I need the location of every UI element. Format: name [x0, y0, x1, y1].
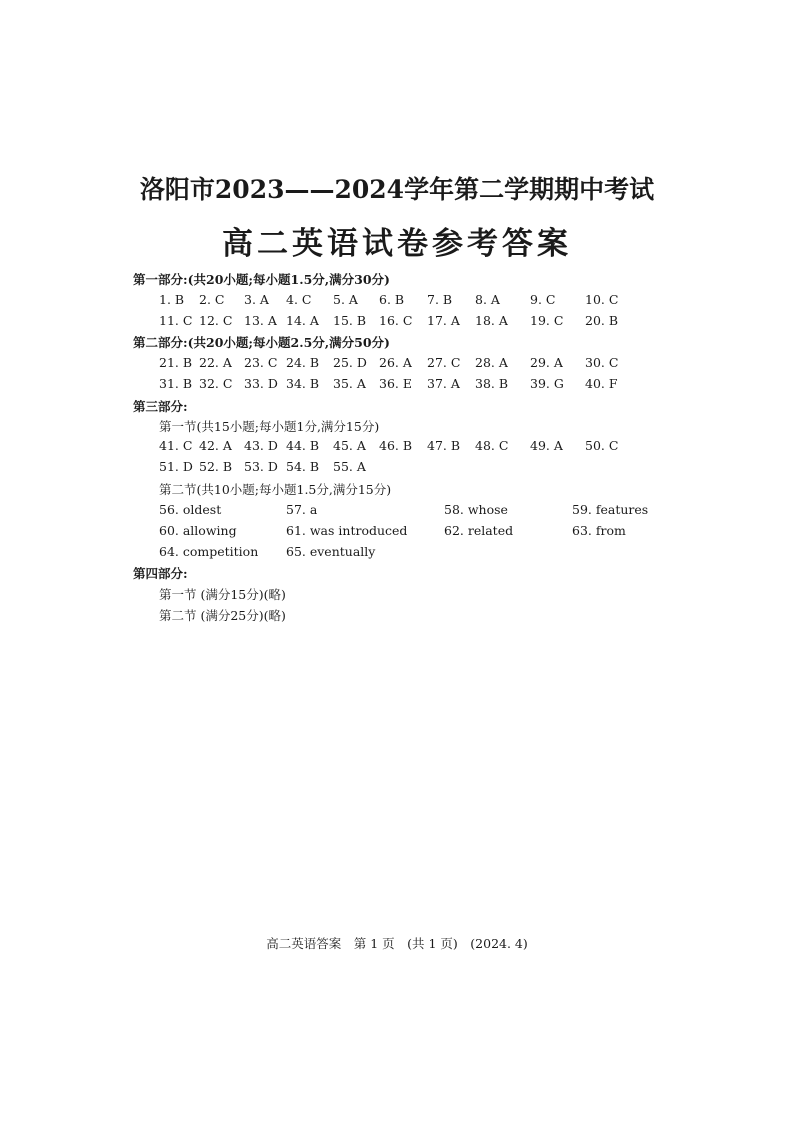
answer-item: 17. A	[427, 313, 460, 328]
answer-item: 3. A	[244, 292, 269, 307]
answer-item: 58. whose	[444, 502, 508, 517]
answer-item: 26. A	[379, 355, 412, 370]
answer-item: 14. A	[286, 313, 319, 328]
answer-item: 1. B	[159, 292, 185, 307]
answer-item: 28. A	[475, 355, 508, 370]
answer-item: 62. related	[444, 523, 514, 538]
answer-item: 18. A	[475, 313, 508, 328]
answer-row	[159, 313, 759, 331]
answer-item: 23. C	[244, 355, 278, 370]
answer-item: 37. A	[427, 376, 460, 391]
answer-item: 24. B	[286, 355, 320, 370]
answer-item: 59. features	[572, 502, 649, 517]
answer-item: 47. B	[427, 438, 461, 453]
answer-item: 44. B	[286, 438, 320, 453]
answer-item: 9. C	[530, 292, 556, 307]
answer-item: 55. A	[333, 459, 366, 474]
answer-row	[159, 438, 759, 456]
exam-title: 洛阳市2023——2024学年第二学期期中考试	[139, 175, 655, 204]
answer-item: 12. C	[199, 313, 233, 328]
page-footer: 高二英语答案 第 1 页 (共 1 页) (2024. 4)	[266, 936, 528, 951]
answer-item: 50. C	[585, 438, 619, 453]
answer-item: 39. G	[530, 376, 564, 391]
part3-section1-heading: 第一节(共15小题;每小题1分,满分15分)	[159, 419, 380, 434]
answer-item: 30. C	[585, 355, 619, 370]
answer-item: 48. C	[475, 438, 509, 453]
answer-item: 64. competition	[159, 544, 259, 559]
part1-heading: 第一部分:(共20小题;每小题1.5分,满分30分)	[133, 272, 390, 287]
answer-row	[159, 292, 759, 310]
answer-item: 2. C	[199, 292, 225, 307]
answer-item: 21. B	[159, 355, 193, 370]
part4-section2: 第二节 (满分25分)(略)	[159, 608, 286, 623]
document-title: 高二英语试卷参考答案	[222, 226, 572, 262]
answer-item: 31. B	[159, 376, 193, 391]
answer-item: 38. B	[475, 376, 509, 391]
answer-item: 4. C	[286, 292, 312, 307]
answer-item: 42. A	[199, 438, 232, 453]
answer-item: 32. C	[199, 376, 233, 391]
answer-item: 46. B	[379, 438, 413, 453]
answer-item: 49. A	[530, 438, 563, 453]
answer-item: 53. D	[244, 459, 278, 474]
answer-row	[159, 523, 759, 541]
answer-item: 15. B	[333, 313, 367, 328]
answer-item: 6. B	[379, 292, 405, 307]
answer-item: 35. A	[333, 376, 366, 391]
answer-item: 29. A	[530, 355, 563, 370]
answer-item: 45. A	[333, 438, 366, 453]
answer-item: 16. C	[379, 313, 413, 328]
answer-row	[159, 459, 759, 477]
answer-item: 56. oldest	[159, 502, 222, 517]
answer-item: 11. C	[159, 313, 193, 328]
answer-item: 41. C	[159, 438, 193, 453]
answer-item: 20. B	[585, 313, 619, 328]
answer-row	[159, 502, 759, 520]
answer-item: 54. B	[286, 459, 320, 474]
answer-item: 10. C	[585, 292, 619, 307]
answer-item: 5. A	[333, 292, 358, 307]
answer-item: 33. D	[244, 376, 278, 391]
answer-item: 36. E	[379, 376, 412, 391]
part2-heading: 第二部分:(共20小题;每小题2.5分,满分50分)	[133, 335, 390, 350]
answer-item: 25. D	[333, 355, 367, 370]
answer-item: 65. eventually	[286, 544, 376, 559]
part4-heading: 第四部分:	[133, 566, 188, 581]
answer-item: 27. C	[427, 355, 461, 370]
answer-item: 43. D	[244, 438, 278, 453]
answer-item: 7. B	[427, 292, 453, 307]
answer-item: 34. B	[286, 376, 320, 391]
answer-row	[159, 544, 759, 562]
answer-item: 13. A	[244, 313, 277, 328]
answer-item: 22. A	[199, 355, 232, 370]
answer-item: 51. D	[159, 459, 193, 474]
answer-item: 63. from	[572, 523, 626, 538]
answer-item: 60. allowing	[159, 523, 237, 538]
part3-heading: 第三部分:	[133, 399, 188, 414]
answer-item: 40. F	[585, 376, 618, 391]
answer-item: 19. C	[530, 313, 564, 328]
answer-item: 57. a	[286, 502, 318, 517]
answer-row	[159, 376, 759, 394]
answer-item: 52. B	[199, 459, 233, 474]
answer-row	[159, 355, 759, 373]
answer-item: 8. A	[475, 292, 500, 307]
answer-item: 61. was introduced	[286, 523, 408, 538]
part3-section2-heading: 第二节(共10小题;每小题1.5分,满分15分)	[159, 482, 392, 497]
part4-section1: 第一节 (满分15分)(略)	[159, 587, 286, 602]
